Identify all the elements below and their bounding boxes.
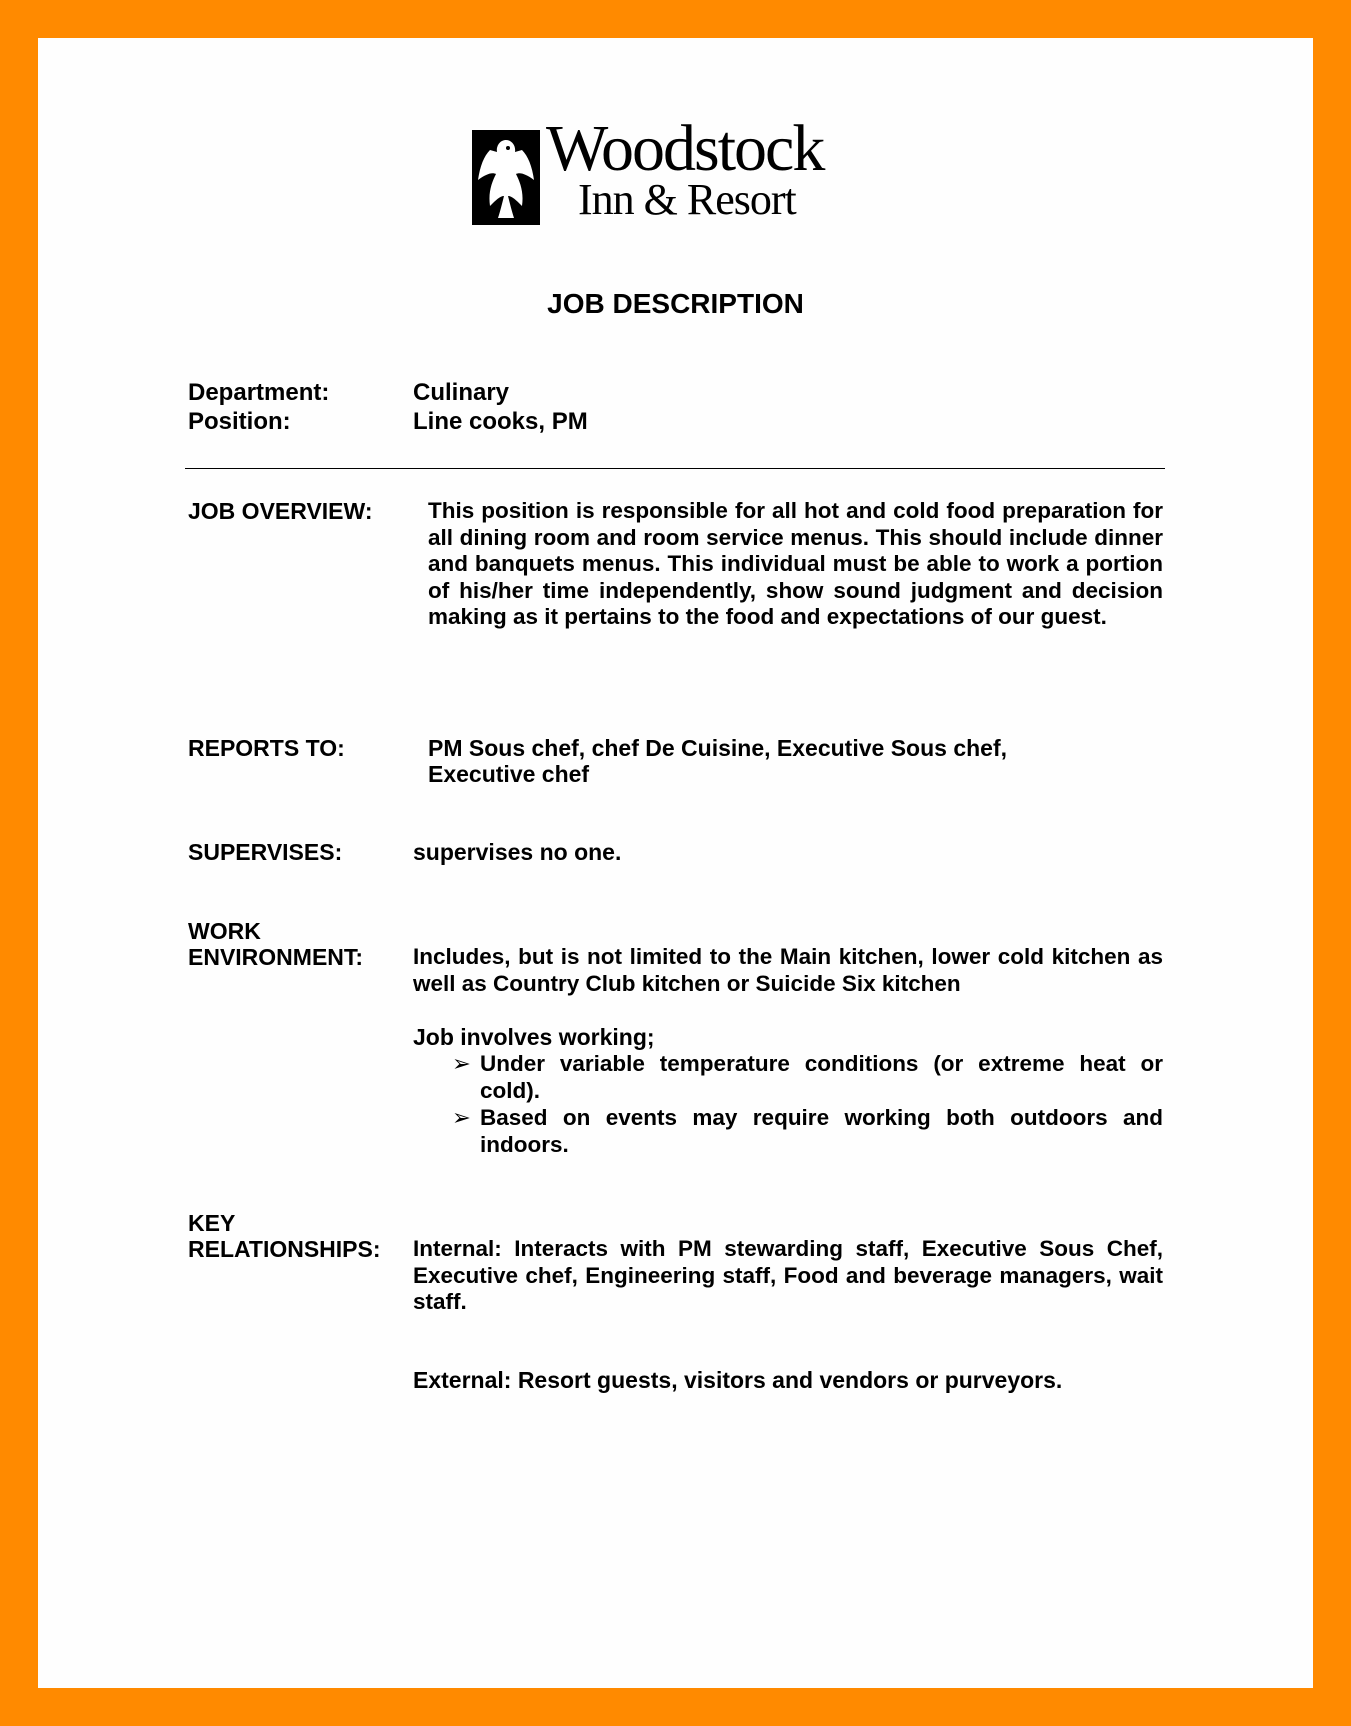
header-divider (185, 468, 1165, 469)
work-environment-text: Includes, but is not limited to the Main kitchen, lower cold kitchen as well as Country Club kitchen or Suicide Six kitchen (413, 944, 1163, 996)
external-relationships-text: External: Resort guests, visitors and vendors or purveyors. (413, 1367, 1063, 1393)
list-item (452, 1051, 1163, 1104)
key-relationships-label-1: KEY (188, 1210, 236, 1236)
arrow-bullet-icon: ➢ (452, 1051, 471, 1076)
work-environment-intro: Job involves working; (413, 1024, 655, 1050)
eagle-icon (472, 130, 540, 225)
work-environment-label-1: WORK (188, 918, 261, 944)
reports-to-label: REPORTS TO: (188, 735, 345, 761)
logo-subtitle: Inn & Resort (578, 175, 796, 224)
document-title: JOB DESCRIPTION (547, 288, 804, 319)
key-relationships-label-2: RELATIONSHIPS: (188, 1236, 381, 1262)
logo-name: Woodstock (546, 112, 824, 185)
job-overview-label: JOB OVERVIEW: (188, 498, 373, 524)
list-item-text: Under variable temperature conditions (or extreme heat or cold). (480, 1051, 1163, 1103)
document-page (38, 38, 1313, 1688)
reports-to-line1: PM Sous chef, chef De Cuisine, Executive Sous chef, (428, 735, 1007, 761)
position-label: Position: (188, 408, 291, 435)
resort-logo (472, 112, 902, 238)
list-item (452, 1105, 1163, 1158)
department-label: Department: (188, 379, 330, 406)
position-value: Line cooks, PM (413, 408, 588, 435)
job-overview-text: This position is responsible for all hot and cold food preparation for all dining room and room service menus. This should include dinner and banquets menus. This individual must be able to work a portion of his/her time independently, show sound judgment and decision making as it pertains to the food and expectations of our guest. (428, 498, 1163, 629)
work-environment-label-2: ENVIRONMENT: (188, 944, 364, 970)
list-item-text: Based on events may require working both outdoors and indoors. (480, 1105, 1163, 1157)
arrow-bullet-icon: ➢ (452, 1105, 471, 1130)
supervises-label: SUPERVISES: (188, 839, 343, 865)
supervises-text: supervises no one. (413, 839, 622, 865)
internal-relationships-text: Internal: Interacts with PM stewarding staff, Executive Sous Chef, Executive chef, Engineering staff, Food and beverage managers, wait staff. (413, 1236, 1163, 1314)
reports-to-line2: Executive chef (428, 761, 590, 787)
department-value: Culinary (413, 379, 510, 406)
